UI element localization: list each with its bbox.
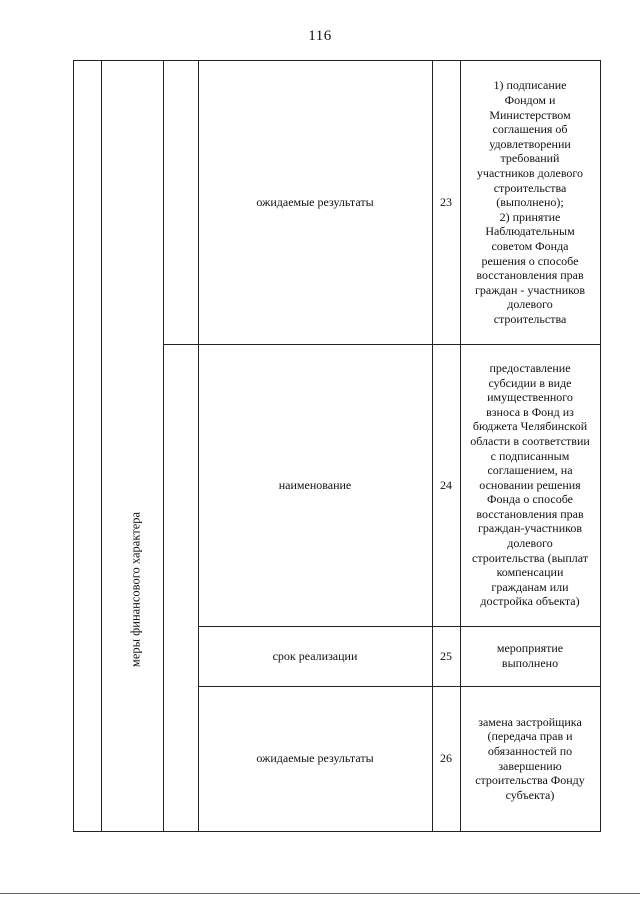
row-label: ожидаемые результаты <box>256 195 374 210</box>
row-value: 1) подписание Фондом и Министерством соглашения об удовлетворении требований участников долевого строительства (выполнено); 2) принятие Наблюдательным советом Фонда решения о способе восстановления прав граждан - участников долевого строительства <box>474 78 586 326</box>
row-label: срок реализации <box>272 648 358 663</box>
document-table <box>73 60 601 832</box>
section-label: меры финансового характера <box>128 511 143 668</box>
row-value: замена застройщика (передача прав и обязанностей по завершению строительства Фонду субъекта) <box>475 714 585 802</box>
row-number: 24 <box>440 477 452 492</box>
row-label: ожидаемые результаты <box>256 751 374 766</box>
row-value: предоставление субсидии в виде имущественного взноса в Фонд из бюджета Челябинской области в соответствии с подписанным соглашением, на основании решения Фонда о способе восстановления прав граждан-участников долевого строительства (выплат компенсации гражданам или достройка объекта) <box>470 360 590 609</box>
column-divider <box>163 61 164 831</box>
row-number: 26 <box>440 751 452 766</box>
row-value: мероприятие выполнено <box>496 641 564 670</box>
column-divider <box>101 61 102 831</box>
page-number: 116 <box>308 28 332 44</box>
row-label: наименование <box>278 477 352 492</box>
row-number: 23 <box>440 195 452 210</box>
row-number: 25 <box>440 648 452 663</box>
page-bottom-rule <box>0 893 640 894</box>
